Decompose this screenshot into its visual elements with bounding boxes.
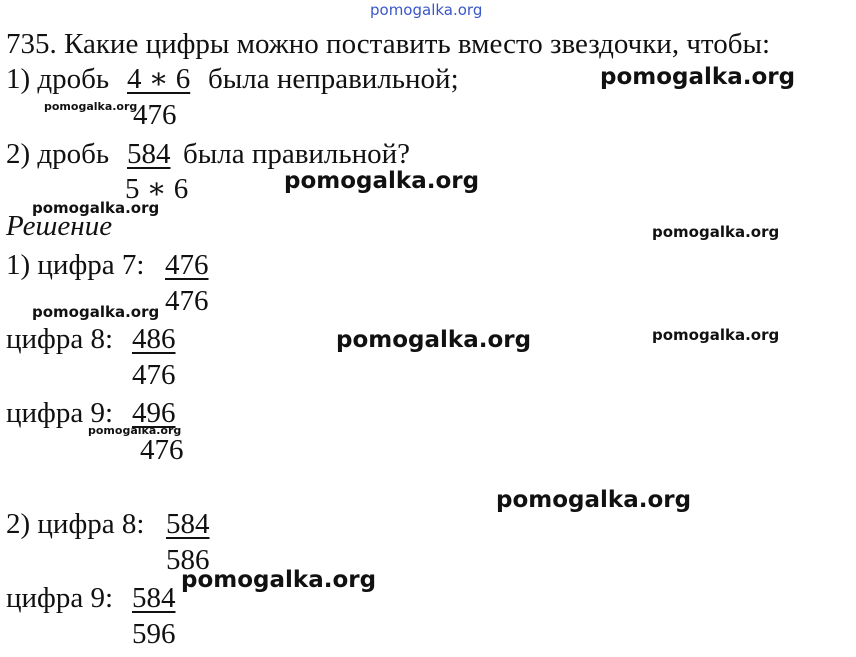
watermark: pomogalka.org: [496, 487, 692, 513]
part1-suffix: была неправильной;: [208, 63, 459, 95]
part2-denominator: 5 ∗ 6: [125, 173, 189, 205]
solution-row-label: цифра 8:: [6, 323, 114, 355]
solution-row-numerator: 486: [132, 323, 176, 355]
solution-row-label: цифра 9:: [6, 397, 114, 429]
watermark: pomogalka.org: [370, 1, 483, 19]
watermark: pomogalka.org: [88, 424, 182, 437]
watermark: pomogalka.org: [44, 100, 138, 113]
watermark: pomogalka.org: [652, 223, 780, 241]
part1-prefix: 1) дробь: [6, 63, 110, 95]
solution-row-label: 2) цифра 8:: [6, 508, 145, 540]
watermark: pomogalka.org: [181, 567, 377, 593]
watermark: pomogalka.org: [652, 326, 780, 344]
solution-row-numerator: 584: [132, 582, 176, 614]
solution-row-numerator: 476: [165, 249, 209, 281]
part1-numerator: 4 ∗ 6: [127, 63, 191, 95]
watermark: pomogalka.org: [32, 199, 160, 217]
solution-title: Решение: [6, 210, 113, 242]
watermark: pomogalka.org: [600, 64, 796, 90]
watermark: pomogalka.org: [284, 168, 480, 194]
solution-row-numerator: 584: [166, 508, 210, 540]
solution-row-denominator: 596: [132, 618, 176, 650]
part2-prefix: 2) дробь: [6, 138, 110, 170]
part2-suffix: была правильной?: [183, 138, 411, 170]
solution-row-denominator: 586: [166, 544, 210, 576]
solution-row-denominator: 476: [140, 434, 184, 466]
solution-row-denominator: 476: [165, 285, 209, 317]
solution-row-denominator: 476: [132, 359, 176, 391]
watermark: pomogalka.org: [336, 327, 532, 353]
problem-header: 735. Какие цифры можно поставить вместо звездочки, чтобы:: [6, 28, 770, 60]
part2-numerator: 584: [127, 138, 171, 170]
solution-row-numerator: 496: [132, 397, 176, 429]
watermark: pomogalka.org: [32, 303, 160, 321]
part1-denominator: 476: [133, 99, 177, 131]
solution-row-label: цифра 9:: [6, 582, 114, 614]
solution-row-label: 1) цифра 7:: [6, 249, 145, 281]
